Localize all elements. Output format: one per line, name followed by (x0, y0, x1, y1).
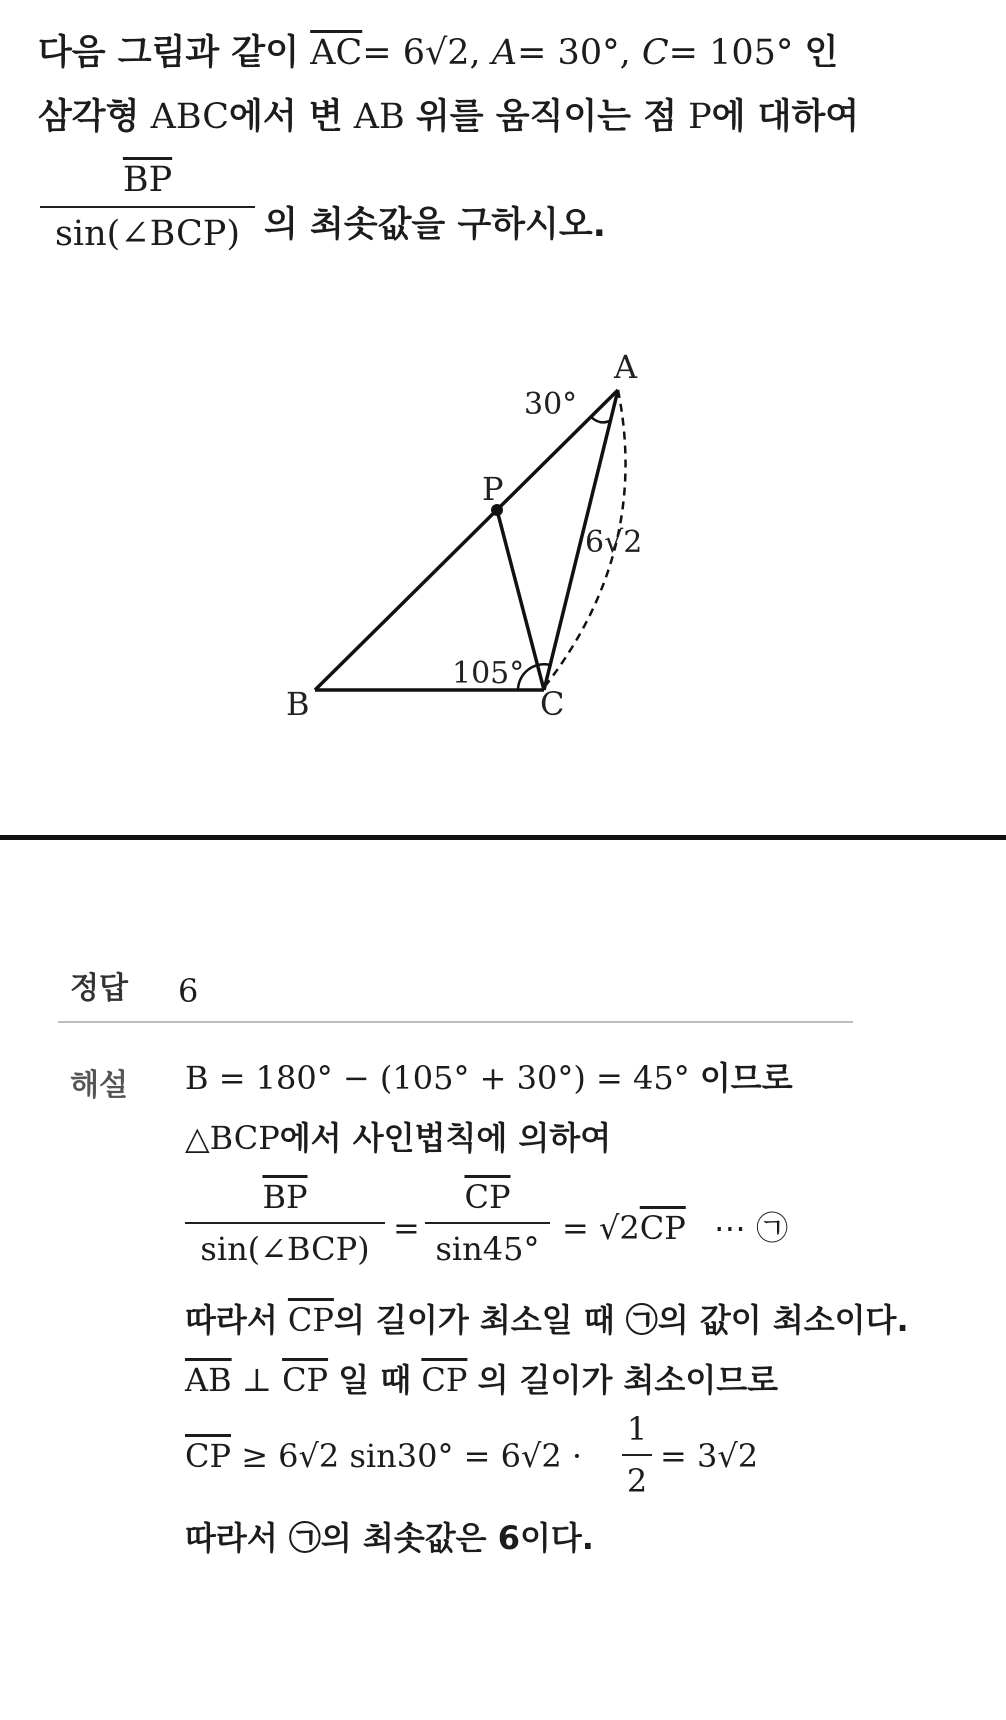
fraction-numerator: $\overline{BP}$ (122, 160, 173, 200)
equals-sign: = (393, 1209, 420, 1247)
angle-a-arc (591, 417, 611, 422)
half-fraction (622, 1410, 652, 1500)
triangle-figure (0, 340, 1006, 760)
label-angle-c: 105° (452, 656, 525, 691)
solution-text: 의 길이가 최소이므로 (477, 1361, 779, 1399)
solution-text: 에서 사인법칙에 의하여 (279, 1119, 612, 1157)
angle-a-symbol: A (491, 33, 518, 73)
fraction-numerator: $\overline{CP}$ (464, 1178, 511, 1216)
answer-label: 정답 (70, 971, 128, 1006)
equation-marker: ⋯ ㉠ (713, 1209, 789, 1247)
fraction-denominator: sin(∠BCP) (54, 214, 241, 254)
label-angle-a: 30° (524, 387, 578, 422)
problem-text: 삼각형 (38, 97, 140, 137)
fraction-denominator: 2 (626, 1462, 648, 1500)
label-p: P (482, 470, 504, 508)
segment-cp: $\overline{CP}$ (639, 1209, 686, 1247)
solution-text: 일 때 (338, 1361, 412, 1399)
problem-line-2 (38, 97, 860, 137)
value-angle-c: = 105° (668, 33, 794, 73)
triangle-bcp: △BCP (185, 1119, 280, 1157)
point-p: P (688, 97, 712, 137)
label-b: B (286, 685, 310, 723)
solution-text: 따라서 (185, 1301, 278, 1339)
solution-line-2 (185, 1119, 612, 1157)
problem-line-3: 의 최솟값을 구하시오. (264, 205, 606, 245)
solution-line-4 (185, 1301, 909, 1339)
segment-cp: $\overline{CP}$ (421, 1361, 468, 1399)
label-c: C (540, 685, 565, 723)
side-ab-line (315, 390, 618, 690)
segment-cp: $\overline{CP}$ (282, 1361, 329, 1399)
segment-ab: $\overline{AB}$ (185, 1361, 232, 1399)
solution-line-1 (185, 1059, 793, 1097)
triangle-name: ABC (150, 97, 230, 137)
side-ab: AB (353, 97, 405, 137)
value-ac: = 6√2, (362, 33, 481, 73)
section-divider (0, 835, 1006, 840)
solution-label: 해설 (70, 1068, 128, 1103)
problem-text: 다음 그림과 같이 (38, 33, 300, 73)
problem-text: 위를 움직이는 점 (415, 97, 677, 137)
angle-c-symbol: C (641, 33, 669, 73)
inequality-result: = 3√2 (660, 1437, 759, 1475)
segment-cp: $\overline{CP}$ (287, 1301, 334, 1339)
value-angle-a: = 30°, (517, 33, 631, 73)
answer-underline (58, 1021, 853, 1023)
solution-line-7: 따라서 ㉠의 최솟값은 6이다. (185, 1519, 594, 1557)
solution-line-5 (185, 1361, 779, 1399)
label-a: A (614, 348, 638, 386)
perpendicular-symbol: ⊥ (241, 1361, 272, 1399)
inequality-math: ≥ 6√2 sin30° = 6√2 · (241, 1437, 583, 1475)
sine-law-fraction-1 (185, 1178, 385, 1268)
equals-root-two: = √2 (562, 1209, 640, 1247)
problem-fraction (40, 160, 255, 254)
fraction-numerator: $\overline{BP}$ (262, 1178, 308, 1216)
segment-cp: $\overline{CP}$ (185, 1437, 232, 1475)
fraction-numerator: 1 (626, 1410, 648, 1448)
segment-ac: $\overline{AC}$ (310, 33, 363, 73)
problem-text: 에서 변 (229, 97, 343, 137)
fraction-denominator: sin45° (435, 1230, 540, 1268)
solution-math: B = 180° − (105° + 30°) = 45° (185, 1059, 690, 1097)
problem-line-1 (38, 33, 839, 73)
sine-law-fraction-2 (425, 1178, 550, 1268)
solution-line-6 (185, 1437, 583, 1475)
solution-text: 의 길이가 최소일 때 ㉠의 값이 최소이다. (333, 1301, 909, 1339)
fraction-denominator: sin(∠BCP) (200, 1230, 370, 1268)
solution-line-3-result (562, 1209, 789, 1247)
problem-text: 인 (804, 33, 839, 73)
problem-text: 에 대하여 (711, 97, 860, 137)
answer-value: 6 (178, 972, 199, 1010)
label-side-ac: 6√2 (585, 525, 643, 560)
solution-text: 이므로 (699, 1059, 793, 1097)
